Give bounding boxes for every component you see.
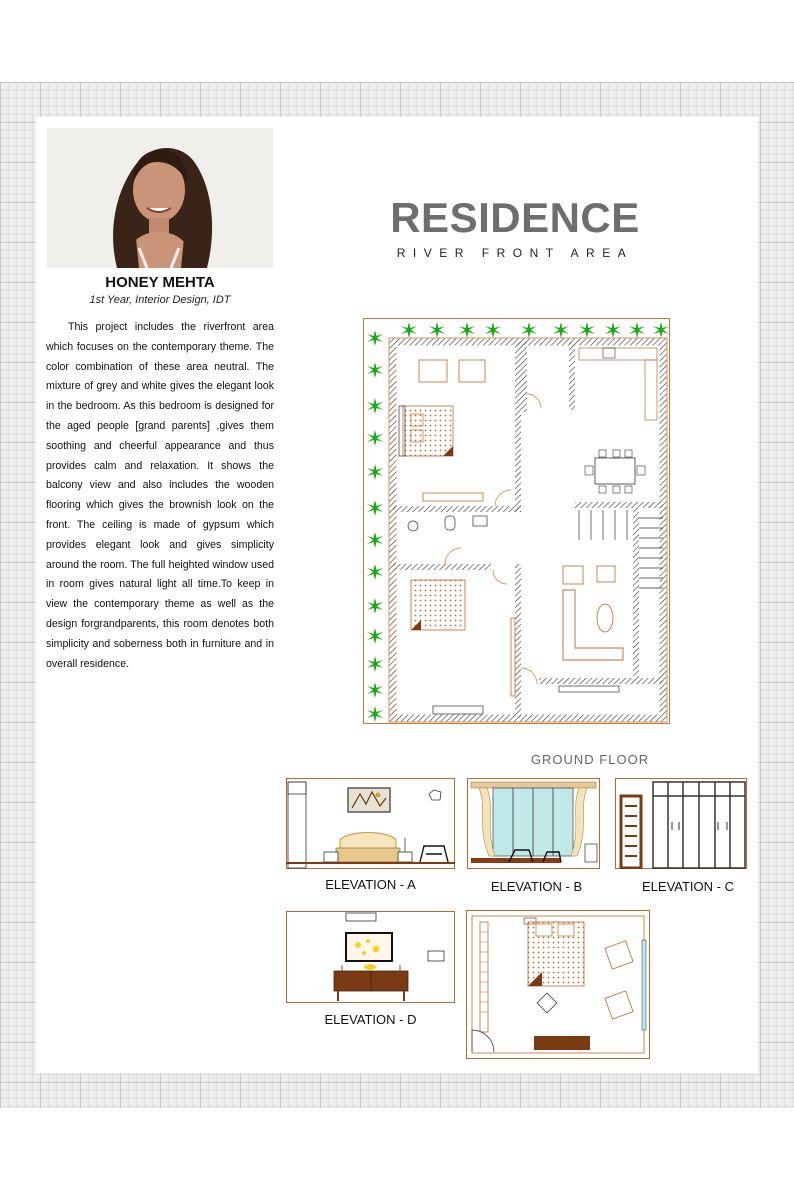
designer-name: HONEY MEHTA bbox=[105, 274, 215, 291]
elevation-b-drawing bbox=[467, 778, 600, 869]
ground-floor-label: GROUND FLOOR bbox=[530, 752, 650, 767]
elevation-c-label: ELEVATION - C bbox=[642, 879, 734, 894]
profile-photo bbox=[47, 128, 273, 268]
elevation-a-label: ELEVATION - A bbox=[325, 877, 416, 892]
ground-floor-plan bbox=[363, 318, 670, 724]
elevation-a-drawing bbox=[286, 778, 455, 869]
elevation-c-drawing bbox=[615, 778, 747, 869]
project-subtitle: RIVER FRONT AREA bbox=[396, 246, 634, 260]
elevation-b-label: ELEVATION - B bbox=[490, 879, 583, 894]
project-title: RESIDENCE bbox=[390, 194, 640, 241]
elevation-d-drawing bbox=[286, 911, 455, 1003]
bedroom-plan-drawing bbox=[466, 910, 650, 1059]
designer-role: 1st Year, Interior Design, IDT bbox=[89, 294, 231, 306]
project-description: This project includes the riverfront area which focuses on the contemporary theme. The color combination of these area neutral. The mixture of grey and white gives the elegant look in the bedroom. As this bedroom is designed for the aged people [grand parents] ,gives them soothing and cheerful appearance and thus provides calm and relaxation. It shows the balcony view and also includes the wooden flooring which gives the brownish look on the front. The ceiling is made of gypsum which provides elegant look and gives simplicity around the room. The full heighted window used in room gives natural light all time.To keep in view the contemporary theme as well as the design forgrandparents, this room denotes both simplicity and soberness both in furniture and in overall residence. bbox=[46, 321, 274, 670]
elevation-d-label: ELEVATION - D bbox=[324, 1012, 417, 1027]
